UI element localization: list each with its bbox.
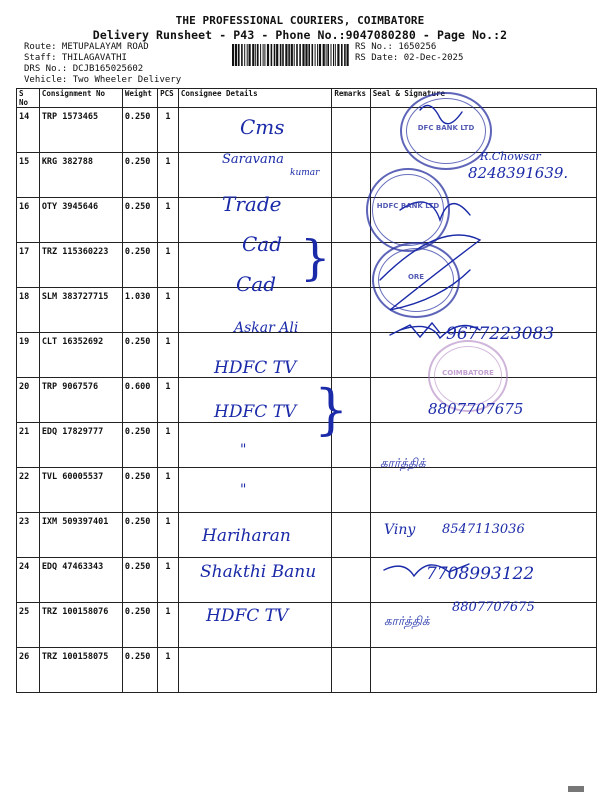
cell-weight: 0.250 (122, 198, 157, 243)
staff-label: Staff: THILAGAVATHI (24, 53, 127, 63)
handwritten-signature: கார்த்திக் (380, 456, 426, 470)
stamp-text: COIMBATORE (442, 369, 494, 378)
cell-sno: 26 (17, 648, 40, 693)
cell-weight: 0.250 (122, 468, 157, 513)
cell-weight: 0.250 (122, 108, 157, 153)
handwritten-name: Cad (236, 272, 277, 296)
cell-sno: 20 (17, 378, 40, 423)
handwritten-name: Trade (222, 192, 282, 216)
handwritten-signature: R.Chowsar (480, 150, 541, 163)
brace-mark: } (300, 230, 331, 286)
cell-consignment: OTY 3945646 (39, 198, 122, 243)
runsheet-title: Delivery Runsheet - P43 - Phone No.:9047080280 - Page No.:2 (92, 28, 508, 42)
cell-sno: 22 (17, 468, 40, 513)
cell-weight: 0.250 (122, 648, 157, 693)
cell-sno: 19 (17, 333, 40, 378)
handwritten-phone: 7708993122 (426, 564, 535, 584)
cell-pcs: 1 (158, 153, 179, 198)
vehicle-label: Vehicle: Two Wheeler Delivery (24, 75, 182, 85)
handwritten-phone: 8547113036 (442, 522, 525, 537)
header-remarks: Remarks (332, 89, 370, 108)
meta-left (24, 42, 181, 86)
handwritten-phone: 8248391639. (468, 164, 569, 182)
cell-consignment: TRP 1573465 (39, 108, 122, 153)
cell-pcs: 1 (158, 468, 179, 513)
table-row (17, 648, 597, 693)
cell-sno: 24 (17, 558, 40, 603)
cell-consignment: TRZ 115360223 (39, 243, 122, 288)
cell-pcs: 1 (158, 423, 179, 468)
cell-pcs: 1 (158, 378, 179, 423)
cell-pcs: 1 (158, 603, 179, 648)
handwritten-name: Shakthi Banu (200, 562, 317, 582)
handwritten-name: Hariharan (202, 526, 291, 546)
cell-consignment: EDQ 47463343 (39, 558, 122, 603)
handwritten-name: HDFC TV (214, 358, 297, 378)
company-title: THE PROFESSIONAL COURIERS, COIMBATORE (175, 14, 425, 27)
handwritten-name: Saravana (222, 152, 284, 167)
cell-sno: 18 (17, 288, 40, 333)
header-seal: Seal & Signature (370, 89, 596, 108)
cell-pcs: 1 (158, 288, 179, 333)
cell-sno: 21 (17, 423, 40, 468)
cell-details (178, 648, 332, 693)
cell-weight: 0.600 (122, 378, 157, 423)
route-label: Route: METUPALAYAM ROAD (24, 42, 149, 52)
ditto-mark: " (240, 442, 247, 458)
cell-pcs: 1 (158, 648, 179, 693)
cell-consignment: IXM 509397401 (39, 513, 122, 558)
handwritten-name: Cms (240, 115, 285, 139)
cell-weight: 1.030 (122, 288, 157, 333)
cell-pcs: 1 (158, 558, 179, 603)
page-corner-mark (568, 786, 584, 792)
cell-pcs: 1 (158, 513, 179, 558)
cell-pcs: 1 (158, 333, 179, 378)
cell-consignment: TRZ 100158075 (39, 648, 122, 693)
cell-details (178, 468, 332, 513)
handwritten-name: HDFC TV (206, 606, 289, 626)
handwritten-signature: Viny (384, 522, 416, 538)
cell-weight: 0.250 (122, 558, 157, 603)
header-consignment: Consignment No (39, 89, 122, 108)
handwritten-name: HDFC TV (214, 402, 297, 422)
cell-sno: 23 (17, 513, 40, 558)
handwritten-phone: 8807707675 (428, 400, 524, 418)
cell-sno: 14 (17, 108, 40, 153)
rs-number: RS No.: 1650256 (355, 42, 437, 52)
handwritten-name: kumar (290, 168, 320, 178)
cell-seal (370, 648, 596, 693)
stamp-text: ORE (407, 272, 425, 281)
signature-scribbles (360, 90, 590, 650)
cell-pcs: 1 (158, 108, 179, 153)
brace-mark: } (314, 378, 349, 441)
header-sno: S No (17, 89, 40, 108)
cell-weight: 0.250 (122, 153, 157, 198)
handwritten-signature: கார்த்திக் (384, 614, 430, 628)
cell-weight: 0.250 (122, 603, 157, 648)
cell-remarks (332, 648, 370, 693)
header-pcs: PCS (158, 89, 179, 108)
rs-date: RS Date: 02-Dec-2025 (355, 53, 464, 63)
cell-consignment: SLM 383727715 (39, 288, 122, 333)
ditto-mark: " (240, 482, 247, 498)
cell-weight: 0.250 (122, 333, 157, 378)
cell-consignment: TRZ 100158076 (39, 603, 122, 648)
cell-consignment: TRP 9067576 (39, 378, 122, 423)
cell-sno: 16 (17, 198, 40, 243)
cell-weight: 0.250 (122, 513, 157, 558)
cell-consignment: TVL 60005537 (39, 468, 122, 513)
cell-details (178, 423, 332, 468)
handwritten-phone: 8807707675 (452, 600, 535, 615)
cell-weight: 0.250 (122, 423, 157, 468)
cell-consignment: KRG 382788 (39, 153, 122, 198)
cell-pcs: 1 (158, 243, 179, 288)
meta-right (355, 42, 463, 64)
cell-sno: 25 (17, 603, 40, 648)
drs-label: DRS No.: DCJB165025602 (24, 64, 144, 74)
handwritten-name: Askar Ali (234, 320, 299, 336)
stamp-text: DFC BANK LTD (417, 123, 475, 132)
header-weight: Weight (122, 89, 157, 108)
cell-consignment: CLT 16352692 (39, 333, 122, 378)
barcode-image (232, 44, 350, 66)
handwritten-name: Cad (242, 232, 283, 256)
cell-weight: 0.250 (122, 243, 157, 288)
handwritten-phone: 9677223083 (446, 324, 555, 344)
cell-sno: 17 (17, 243, 40, 288)
cell-sno: 15 (17, 153, 40, 198)
cell-pcs: 1 (158, 198, 179, 243)
stamp-text: HDFC BANK LTD (376, 202, 440, 210)
cell-consignment: EDQ 17829777 (39, 423, 122, 468)
header-details: Consignee Details (178, 89, 332, 108)
